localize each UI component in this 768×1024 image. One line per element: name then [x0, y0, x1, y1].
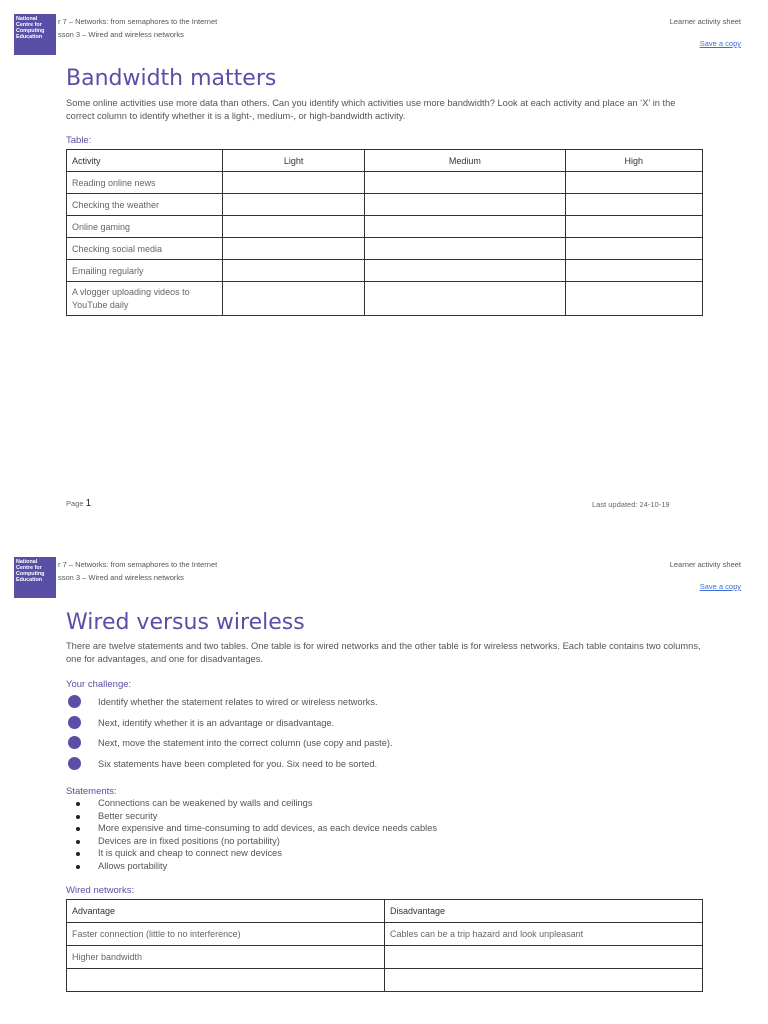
- header-light: Light: [223, 150, 365, 172]
- list-item: [76, 811, 676, 823]
- step-text: Six statements have been completed for you. Six need to be sorted.: [98, 759, 378, 769]
- page-2: [0, 543, 768, 1024]
- page-title: Wired versus wireless: [66, 610, 305, 635]
- ncce-logo: National Centre for Computing Education: [14, 14, 56, 55]
- statement-text: Better security: [98, 811, 158, 821]
- save-copy-link[interactable]: Save a copy: [699, 39, 741, 48]
- light-cell[interactable]: [223, 260, 365, 282]
- high-cell[interactable]: [565, 216, 702, 238]
- medium-cell[interactable]: [365, 172, 565, 194]
- medium-cell[interactable]: [365, 282, 565, 316]
- disadvantage-cell[interactable]: [385, 946, 703, 969]
- activity-cell: A vlogger uploading videos to YouTube daily: [67, 282, 223, 316]
- list-item: [76, 798, 676, 810]
- course-title: r 7 – Networks: from semaphores to the Internet: [58, 560, 218, 569]
- table-row: [67, 282, 703, 316]
- sheet-type: Learner activity sheet: [669, 560, 741, 569]
- list-item: [76, 848, 676, 860]
- challenge-label: Your challenge:: [66, 679, 132, 690]
- intro-text: There are twelve statements and two tables. One table is for wired networks and the other table is for wireless networks. Each table contains two columns, one for advantages, and one for disadvantages.: [66, 641, 701, 664]
- list-item: [76, 861, 676, 873]
- step-bullet-icon: [68, 716, 81, 729]
- activity-cell: Checking social media: [67, 238, 223, 260]
- step-bullet-icon: [68, 695, 81, 708]
- disadvantage-cell[interactable]: [385, 969, 703, 992]
- bullet-icon: [76, 852, 80, 856]
- step-text: Next, move the statement into the correct column (use copy and paste).: [98, 738, 393, 748]
- activity-cell: Online gaming: [67, 216, 223, 238]
- challenge-step: [66, 757, 666, 773]
- medium-cell[interactable]: [365, 238, 565, 260]
- activity-cell: Emailing regularly: [67, 260, 223, 282]
- ncce-logo: National Centre for Computing Education: [14, 557, 56, 598]
- course-title: r 7 – Networks: from semaphores to the Internet: [58, 17, 218, 26]
- header-advantage: Advantage: [67, 900, 385, 923]
- high-cell[interactable]: [565, 282, 702, 316]
- table-row: [67, 969, 703, 992]
- disadvantage-cell[interactable]: Cables can be a trip hazard and look unpleasant: [385, 923, 703, 946]
- header-disadvantage: Disadvantage: [385, 900, 703, 923]
- statement-text: It is quick and cheap to connect new devices: [98, 848, 282, 858]
- sheet-type: Learner activity sheet: [669, 17, 741, 26]
- statement-text: More expensive and time-consuming to add devices, as each device needs cables: [98, 823, 438, 833]
- light-cell[interactable]: [223, 194, 365, 216]
- table-row: [67, 172, 703, 194]
- save-copy-link[interactable]: Save a copy: [699, 582, 741, 591]
- activity-cell: Reading online news: [67, 172, 223, 194]
- challenge-step: [66, 695, 666, 711]
- header-high: High: [565, 150, 702, 172]
- table-row: [67, 194, 703, 216]
- statement-text: Devices are in fixed positions (no portability): [98, 836, 280, 846]
- bullet-icon: [76, 840, 80, 844]
- lesson-title: sson 3 – Wired and wireless networks: [58, 30, 184, 39]
- advantage-cell[interactable]: Faster connection (little to no interference): [67, 923, 385, 946]
- statement-text: Connections can be weakened by walls and ceilings: [98, 798, 313, 808]
- high-cell[interactable]: [565, 238, 702, 260]
- bullet-icon: [76, 802, 80, 806]
- table-header-row: [67, 900, 703, 923]
- high-cell[interactable]: [565, 172, 702, 194]
- list-item: [76, 836, 676, 848]
- page-number: [66, 498, 91, 509]
- page-title: Bandwidth matters: [66, 66, 277, 91]
- light-cell[interactable]: [223, 238, 365, 260]
- list-item: [76, 823, 676, 835]
- bandwidth-table: [66, 149, 703, 316]
- bullet-icon: [76, 815, 80, 819]
- page-number-value: 1: [85, 498, 92, 509]
- step-text: Next, identify whether it is an advantage or disadvantage.: [98, 718, 335, 728]
- advantage-cell[interactable]: [67, 969, 385, 992]
- medium-cell[interactable]: [365, 216, 565, 238]
- medium-cell[interactable]: [365, 260, 565, 282]
- bullet-icon: [76, 865, 80, 869]
- table-row: [67, 923, 703, 946]
- intro-text: Some online activities use more data than others. Can you identify which activities use more bandwidth? Look at each activity and place an ‘X’ in the correct column to identify whether it is a light-, medium-, or high-bandwidth activity.: [66, 98, 676, 121]
- lesson-title: sson 3 – Wired and wireless networks: [58, 573, 184, 582]
- light-cell[interactable]: [223, 216, 365, 238]
- table-header-row: [67, 150, 703, 172]
- medium-cell[interactable]: [365, 194, 565, 216]
- last-updated: Last updated: 24-10-19: [592, 500, 670, 509]
- header-activity: Activity: [67, 150, 223, 172]
- header-medium: Medium: [365, 150, 565, 172]
- table-row: [67, 946, 703, 969]
- light-cell[interactable]: [223, 282, 365, 316]
- high-cell[interactable]: [565, 194, 702, 216]
- table-label: Table:: [66, 135, 92, 146]
- statement-text: Allows portability: [98, 861, 168, 871]
- step-bullet-icon: [68, 757, 81, 770]
- step-bullet-icon: [68, 736, 81, 749]
- activity-cell: Checking the weather: [67, 194, 223, 216]
- challenge-step: [66, 716, 666, 732]
- wired-label: Wired networks:: [66, 885, 135, 896]
- wired-networks-table: [66, 899, 703, 992]
- bullet-icon: [76, 827, 80, 831]
- table-row: [67, 238, 703, 260]
- advantage-cell[interactable]: Higher bandwidth: [67, 946, 385, 969]
- page-label: Page: [66, 499, 84, 508]
- step-text: Identify whether the statement relates to wired or wireless networks.: [98, 697, 378, 707]
- challenge-step: [66, 736, 666, 752]
- table-row: [67, 216, 703, 238]
- light-cell[interactable]: [223, 172, 365, 194]
- table-row: [67, 260, 703, 282]
- statements-label: Statements:: [66, 786, 117, 797]
- high-cell[interactable]: [565, 260, 702, 282]
